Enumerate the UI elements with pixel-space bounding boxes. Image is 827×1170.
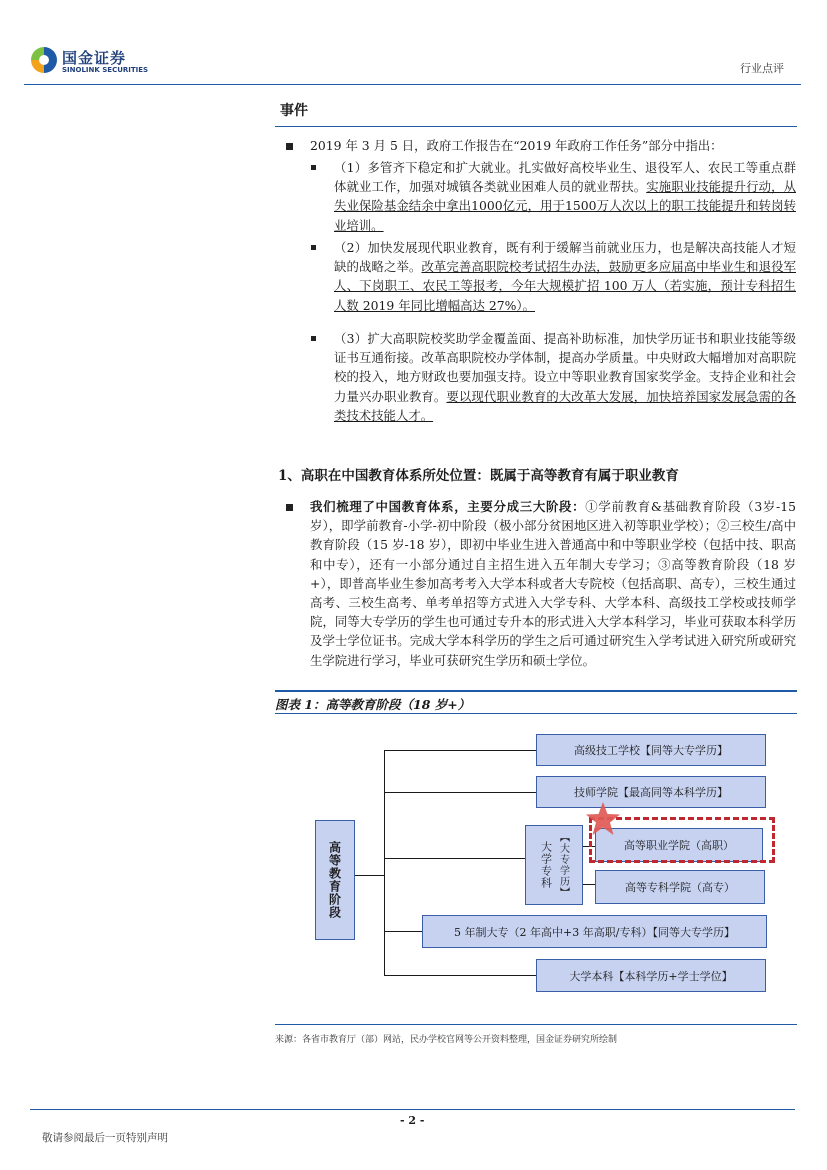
node-specialized-college-label: 高等专科学院（高专） (625, 881, 735, 894)
bullet-square-icon (286, 504, 293, 511)
section-1-paragraph (310, 497, 796, 670)
figure-title-rule (275, 713, 797, 714)
event-item-1-emphasis: 实施职业技能提升行动，从失业保险基金结余中拿出1000亿元，用于1500万人次以上的职工技能提升和转岗转业培训。 (334, 179, 797, 233)
connector-line (384, 792, 536, 793)
event-item-1-text: （1）多管齐下稳定和扩大就业。扎实做好高校毕业生、退役军人、农民工等重点群体就业工作，加强对城镇各类就业困难人员的就业帮扶。 (334, 160, 796, 195)
node-undergraduate (536, 959, 766, 992)
event-item-2-emphasis: 改革完善高职院校考试招生办法，鼓励更多应届高中毕业生和退役军人、下岗职工、农民工等报考，今年大规模扩招 100 万人（若实施，预计专科招生人数 2019 年同比增幅高达 27%）。 (334, 259, 797, 313)
bullet-square-icon (311, 165, 316, 170)
node-senior-tech-school-label: 高级技工学校【同等大专学历】 (574, 744, 728, 757)
event-item-2-text: （2）加快发展现代职业教育，既有利于缓解当前就业压力，也是解决高技能人才短缺的战略之举。 (334, 240, 796, 275)
figure-bottom-rule (275, 1024, 797, 1025)
section-1-paragraph-body: ①学前教育&基础教育阶段（3岁-15岁），即学前教育-小学-初中阶段（极小部分贫困地区进入初等职业学校）；②三校生/高中教育阶段（15 岁-18 岁），即初中毕业生进入普通高中和中等职业学校（包括中技、职高和中专），还有一小部分通过自主招生进入五年制大专学习；③高等教育阶段（18 岁+），即普高毕业生参加高考考入大学本科或者大专院校（包括高职、高专），三校生通过高考、三校生高考、单考单招等方式进入大学专科、大学本科、高级技工学校或技师学院，同等大专学历的学生也可通过专升本的形式进入大学本科学习，毕业可获取本科学历及学士学位证书。完成大学本科学历的学生之后可通过研究生入学考试进入研究所或研究生学院进行学习，毕业可获研究生学历和硕士学位。 (310, 499, 796, 668)
node-technician-college-label: 技师学院【最高同等本科学历】 (574, 786, 728, 799)
event-item-3-emphasis: 要以现代职业教育的大改革大发展，加快培养国家发展急需的各类技术技能人才。 (334, 388, 797, 423)
node-higher-education (315, 820, 355, 940)
node-senior-tech-school (536, 734, 766, 766)
connector-line (384, 931, 422, 932)
event-item-3-text: （3）扩大高职院校奖助学金覆盖面、提高补助标准，加快学历证书和职业技能等级证书互通衔接。改革高职院校办学体制，提高办学质量。中央财政大幅增加对高职院校的投入，地方财政也要加强支持。设立中等职业教育国家奖学金。支持企业和社会力量兴办职业教育。 (334, 331, 796, 404)
event-title-rule (275, 126, 797, 127)
node-junior-college-note: 【大专学历】 (557, 832, 569, 898)
connector-line (384, 858, 525, 859)
bullet-square-icon (311, 245, 316, 250)
connector-line (583, 884, 595, 885)
connector-line (384, 750, 385, 975)
section-1-paragraph-lead: 我们梳理了中国教育体系，主要分成三大阶段： (310, 499, 586, 514)
connector-line (355, 875, 385, 876)
node-higher-education-label: 高等教育阶段 (327, 841, 342, 919)
figure-title: 图表 1：高等教育阶段（18 岁+） (275, 697, 471, 712)
event-item-3 (334, 329, 796, 425)
node-undergraduate-label: 大学本科【本科学历+学士学位】 (569, 969, 733, 983)
bullet-square-icon (286, 143, 293, 150)
node-technician-college (536, 776, 766, 808)
event-title: 事件 (280, 103, 308, 119)
report-type: 行业点评 (740, 62, 784, 75)
brand-name-en: SINOLINK SECURITIES (62, 66, 149, 74)
brand-name-cn: 国金证券 (62, 49, 127, 67)
node-specialized-college (595, 870, 765, 904)
footer-divider (30, 1109, 795, 1110)
node-five-year-college-label: 5 年制大专（2 年高中+3 年高职/专科）【同等大专学历】 (454, 925, 735, 939)
node-five-year-college (422, 915, 767, 948)
brand-logo-icon (31, 47, 57, 73)
event-item-2 (334, 238, 796, 315)
star-icon (584, 800, 622, 838)
event-lead: 2019 年 3 月 5 日，政府工作报告在“2019 年政府工作任务”部分中指出： (310, 138, 723, 153)
figure-top-rule (275, 690, 797, 692)
figure-source: 来源：各省市教育厅（部）网站，民办学校官网等公开资料整理，国金证券研究所绘制 (275, 1035, 618, 1045)
connector-line (384, 975, 536, 976)
header-divider (24, 84, 801, 85)
node-vocational-college-label: 高等职业学院（高职） (624, 839, 734, 852)
node-junior-college-label: 大学专科 (539, 841, 553, 889)
section-1-heading: 1、高职在中国教育体系所处位置：既属于高等教育有属于职业教育 (278, 468, 679, 484)
footer-disclaimer: 敬请参阅最后一页特别声明 (42, 1132, 168, 1144)
connector-line (384, 750, 536, 751)
event-item-1 (334, 158, 796, 235)
node-junior-college (525, 825, 583, 905)
page-number: - 2 - (400, 1114, 425, 1127)
bullet-square-icon (311, 336, 316, 341)
